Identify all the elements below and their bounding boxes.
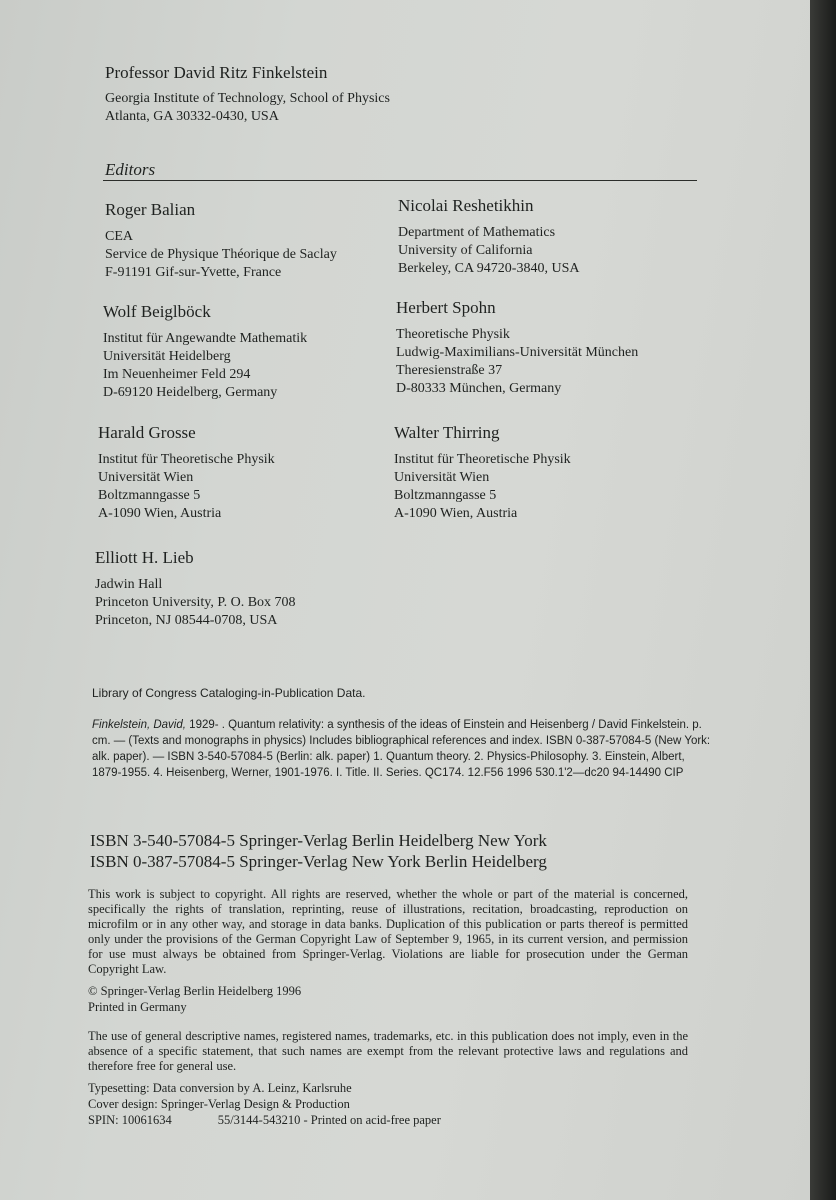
cip-text bbox=[92, 717, 717, 781]
cip-author: Finkelstein, David, bbox=[92, 719, 186, 731]
cip-title: Library of Congress Cataloging-in-Publication Data. bbox=[92, 686, 366, 700]
editor-entry bbox=[105, 199, 405, 282]
editor-entry bbox=[396, 297, 696, 398]
editor-address-line: Im Neuenheimer Feld 294 bbox=[103, 367, 251, 382]
editor-address-line: D-80333 München, Germany bbox=[396, 381, 562, 396]
editor-entry bbox=[98, 422, 398, 523]
editor-entry bbox=[394, 422, 694, 523]
editor-address-line: University of California bbox=[398, 243, 533, 258]
editors-heading: Editors bbox=[105, 160, 156, 179]
editor-name: Walter Thirring bbox=[394, 423, 500, 442]
editor-address-line: A-1090 Wien, Austria bbox=[394, 506, 518, 521]
editor-name: Harald Grosse bbox=[98, 423, 196, 442]
cip-block bbox=[92, 685, 732, 781]
author-block bbox=[105, 62, 390, 126]
spin-number: SPIN: 10061634 bbox=[88, 1113, 172, 1127]
editor-address-line: Boltzmanngasse 5 bbox=[98, 488, 201, 503]
typesetting-line: Typesetting: Data conversion by A. Leinz, Karlsruhe bbox=[88, 1081, 352, 1095]
editor-address-line: Institut für Theoretische Physik bbox=[394, 452, 571, 467]
editor-address-line: Universität Wien bbox=[98, 470, 194, 485]
spin-rest: 55/3144-543210 - Printed on acid-free paper bbox=[217, 1113, 441, 1127]
copyright-block bbox=[88, 887, 688, 1128]
trademark-notice: The use of general descriptive names, registered names, trademarks, etc. in this publication does not imply, even in the absence of a specific statement, that such names are exempt from the relevant protective laws and regulations and therefore free for general use. bbox=[88, 1029, 688, 1073]
editor-address-line: Theoretische Physik bbox=[396, 327, 510, 342]
editor-entry bbox=[103, 301, 403, 402]
editor-address-line: Princeton, NJ 08544-0708, USA bbox=[95, 613, 278, 628]
editor-address-line: F-91191 Gif-sur-Yvette, France bbox=[105, 265, 282, 280]
author-name: Professor David Ritz Finkelstein bbox=[105, 63, 328, 82]
isbn-line: ISBN 0-387-57084-5 Springer-Verlag New York Berlin Heidelberg bbox=[90, 852, 547, 871]
editor-address-line: D-69120 Heidelberg, Germany bbox=[103, 385, 278, 400]
editor-entry bbox=[95, 547, 395, 630]
author-address: Atlanta, GA 30332-0430, USA bbox=[105, 109, 279, 124]
editor-entry bbox=[398, 195, 698, 278]
editor-address-line: Ludwig-Maximilians-Universität München bbox=[396, 345, 639, 360]
editor-address-line: CEA bbox=[105, 229, 133, 244]
background-edge bbox=[810, 0, 836, 1200]
isbn-line: ISBN 3-540-57084-5 Springer-Verlag Berlin Heidelberg New York bbox=[90, 831, 547, 850]
editor-address-line: Institut für Angewandte Mathematik bbox=[103, 331, 308, 346]
author-affiliation: Georgia Institute of Technology, School of Physics bbox=[105, 91, 390, 106]
editor-address-line: Princeton University, P. O. Box 708 bbox=[95, 595, 296, 610]
spin-line bbox=[88, 1112, 688, 1128]
editor-name: Wolf Beiglböck bbox=[103, 302, 211, 321]
editor-name: Herbert Spohn bbox=[396, 298, 496, 317]
copyright-line: © Springer-Verlag Berlin Heidelberg 1996 bbox=[88, 984, 302, 998]
editor-address-line: Theresienstraße 37 bbox=[396, 363, 503, 378]
editor-address-line: Boltzmanngasse 5 bbox=[394, 488, 497, 503]
cover-design-line: Cover design: Springer-Verlag Design & Production bbox=[88, 1097, 350, 1111]
editor-name: Roger Balian bbox=[105, 200, 196, 219]
editor-address-line: Jadwin Hall bbox=[95, 577, 163, 592]
editor-name: Elliott H. Lieb bbox=[95, 548, 194, 567]
editor-address-line: Universität Wien bbox=[394, 470, 490, 485]
cip-body: 1929- . Quantum relativity: a synthesis of the ideas of Einstein and Heisenberg / David Finkelstein. p. cm. — (Texts and monographs in physics) Includes bibliographical references and index. ISBN 0-387-57084-5 (New York: alk. paper). — ISBN 3-540-57084-5 (Berlin: alk. paper) 1. Quantum theory. 2. Physics-Philosophy. 3. Einstein, Albert, 1879-1955. 4. Heisenberg, Werner, 1901-1976. I. Title. II. Series. QC174. 12.F56 1996 530.1'2—dc20 94-14490 CIP bbox=[92, 719, 711, 779]
editors-divider bbox=[103, 180, 697, 181]
isbn-block bbox=[90, 830, 547, 872]
editor-name: Nicolai Reshetikhin bbox=[398, 196, 534, 215]
editor-address-line: Berkeley, CA 94720-3840, USA bbox=[398, 261, 580, 276]
editor-address-line: Universität Heidelberg bbox=[103, 349, 231, 364]
editor-address-line: Institut für Theoretische Physik bbox=[98, 452, 275, 467]
editor-address-line: Service de Physique Théorique de Saclay bbox=[105, 247, 337, 262]
editor-address-line: Department of Mathematics bbox=[398, 225, 556, 240]
editor-address-line: A-1090 Wien, Austria bbox=[98, 506, 222, 521]
printed-in: Printed in Germany bbox=[88, 1000, 187, 1014]
copyright-notice: This work is subject to copyright. All rights are reserved, whether the whole or part of the material is concerned, specifically the rights of translation, reprinting, reuse of illustrations, recitation, broadcasting, reproduction on microfilm or in any other way, and storage in data banks. Duplication of this publication or parts thereof is permitted only under the provisions of the German Copyright Law of September 9, 1965, in its current version, and permission for use must always be obtained from Springer-Verlag. Violations are liable for prosecution under the German Copyright Law. bbox=[88, 887, 688, 976]
